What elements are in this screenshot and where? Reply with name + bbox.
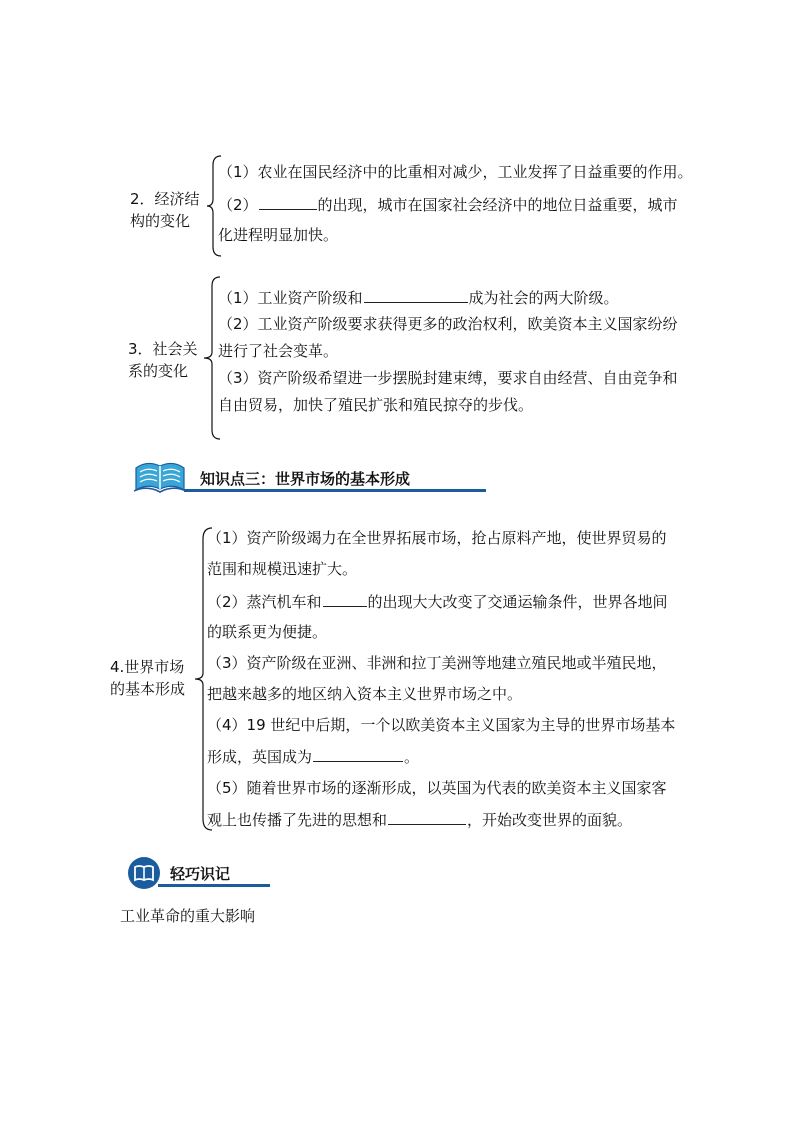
section4-item2-cont (207, 622, 327, 642)
section3-item2-line1: （2）工业资产阶级要求获得更多的政治权利，欧美资本主义国家纷纷 (218, 315, 678, 333)
section4-label (110, 656, 185, 700)
section4-item1 (207, 528, 667, 548)
section4-label-line2: 的基本形成 (110, 680, 186, 698)
knowledge-header-bar (184, 489, 486, 492)
section4-label-line1: 4.世界市场 (110, 658, 185, 676)
footer-text: 工业革命的重大影响 (120, 907, 256, 925)
section3-item3-cont (218, 395, 533, 415)
knowledge-header-title: 知识点三：世界市场的基本形成 (200, 470, 411, 488)
section2-item1 (218, 162, 693, 182)
section4-item3 (207, 653, 667, 673)
section4-item1-line1: （1）资产阶级竭力在全世界拓展市场，抢占原料产地，使世界贸易的 (207, 529, 667, 547)
section4-item4-pre: 形成，英国成为 (207, 748, 313, 766)
section4-item5-cont (207, 809, 632, 830)
section2-item2-line2: 化进程明显加快。 (218, 226, 339, 244)
section3-item3-line2: 自由贸易，加快了殖民扩张和殖民掠夺的步伐。 (218, 396, 534, 414)
section3-item1-pre: （1）工业资产阶级和 (218, 289, 363, 307)
section4-item4-cont (207, 746, 419, 767)
book-circle-icon (127, 856, 161, 890)
section3-item2 (218, 314, 678, 334)
section2-item1-text: （1）农业在国民经济中的比重相对减少，工业发挥了日益重要的作用。 (218, 163, 693, 181)
section3-item2-cont (218, 341, 338, 361)
section3-label (128, 338, 198, 382)
section4-item5-line1: （5）随着世界市场的逐渐形成，以英国为代表的欧美资本主义国家客 (207, 779, 667, 797)
section4-item2-post: 的出现大大改变了交通运输条件，世界各地间 (367, 593, 668, 611)
memory-header-title: 轻巧识记 (170, 865, 231, 883)
section2-label-line1: 2．经济结 (130, 190, 200, 208)
section4-item5-pre: 观上也传播了先进的思想和 (207, 811, 388, 829)
section4-item2 (207, 591, 668, 612)
fill-in-blank[interactable] (323, 591, 367, 607)
section3-item1-post: 成为社会的两大阶级。 (468, 289, 619, 307)
section2-label-line2: 构的变化 (130, 212, 191, 230)
section4-item1-line2: 范围和规模迅速扩大。 (207, 560, 358, 578)
fill-in-blank[interactable] (388, 809, 466, 825)
section2-item2-pre: （2） (218, 196, 258, 214)
section4-item4 (207, 715, 675, 735)
section4-item1-cont (207, 559, 357, 579)
section3-label-line1: 3．社会关 (128, 340, 198, 358)
section2-item2-cont (218, 225, 338, 245)
section4-item2-line2: 的联系更为便捷。 (207, 623, 328, 641)
fill-in-blank[interactable] (313, 746, 403, 762)
section4-item3-cont (207, 684, 522, 704)
section3-item2-line2: 进行了社会变革。 (218, 342, 339, 360)
section4-item5-post: ，开始改变世界的面貌。 (467, 811, 633, 829)
open-book-icon (134, 458, 186, 494)
section4-item3-line1: （3）资产阶级在亚洲、非洲和拉丁美洲等地建立殖民地或半殖民地， (207, 654, 667, 672)
section4-item5 (207, 778, 667, 798)
section3-label-line2: 系的变化 (128, 362, 189, 380)
section3-item3-line1: （3）资产阶级希望进一步摆脱封建束缚，要求自由经营、自由竞争和 (218, 369, 678, 387)
section2-label (130, 188, 200, 232)
memory-header-bar (158, 884, 270, 887)
section4-item2-pre: （2）蒸汽机车和 (207, 593, 322, 611)
fill-in-blank[interactable] (364, 287, 468, 303)
section3-item3 (218, 368, 678, 388)
section4-item4-line1: （4）19 世纪中后期，一个以欧美资本主义国家为主导的世界市场基本 (207, 716, 676, 734)
section2-item2-post: 的出现，城市在国家社会经济中的地位日益重要，城市 (317, 196, 678, 214)
fill-in-blank[interactable] (259, 194, 317, 210)
section4-item4-post: 。 (404, 748, 420, 766)
section3-item1 (218, 287, 619, 308)
section4-item3-line2: 把越来越多的地区纳入资本主义世界市场之中。 (207, 685, 523, 703)
section2-item2 (218, 194, 678, 215)
